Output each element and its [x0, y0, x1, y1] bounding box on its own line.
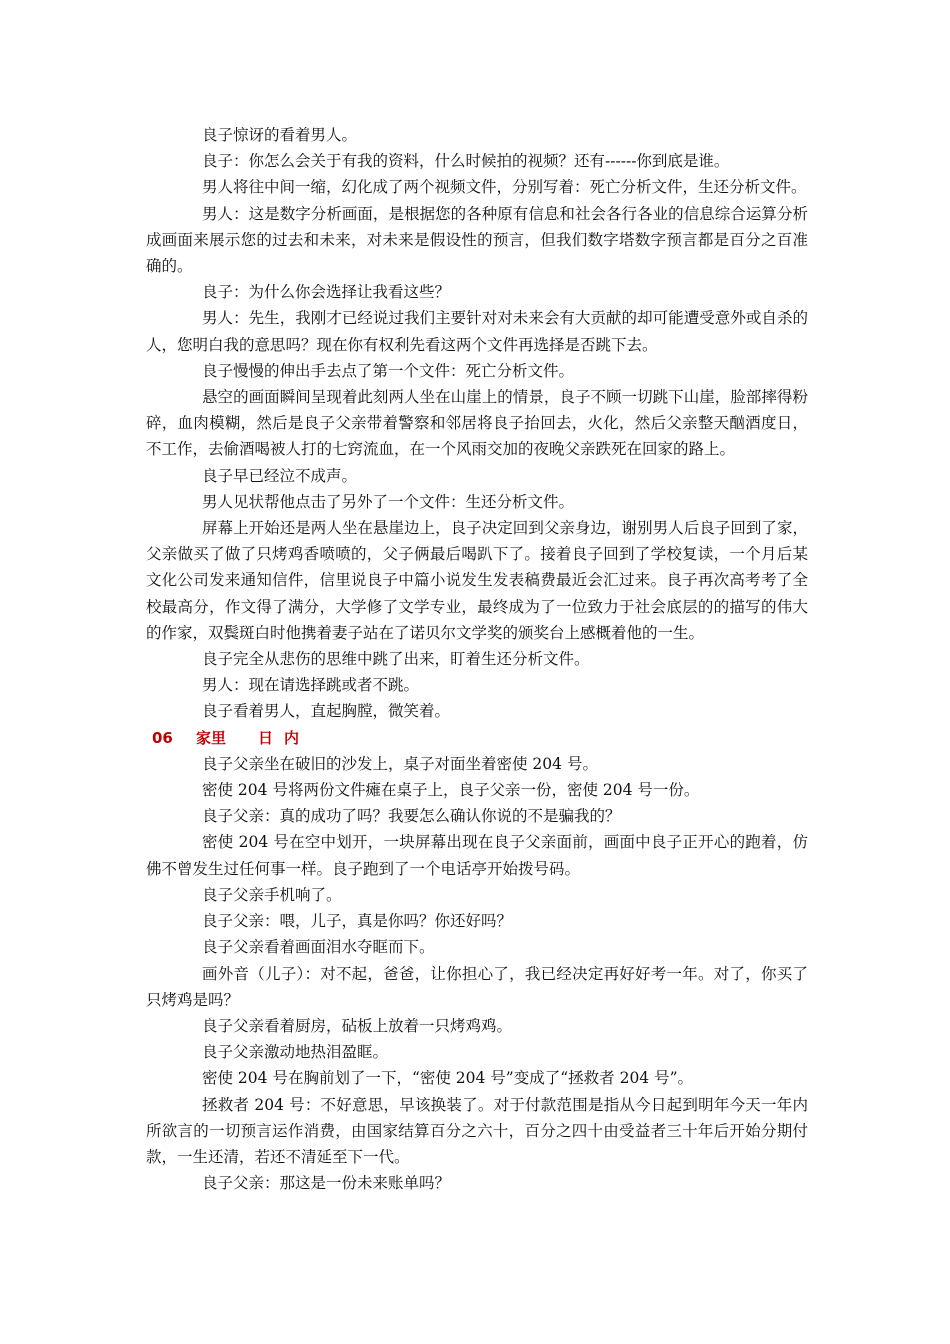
script-paragraph: 屏幕上开始还是两人坐在悬崖边上，良子决定回到父亲身边，谢别男人后良子回到了家，父亲做买了做了只烤鸡香喷喷的，父子俩最后喝趴下了。接着良子回到了学校复读，一个月后某文化公司发来通知信件，信里说良子中篇小说发生发表稿费最近会汇过来。良子再次高考考了全校最高分，作文得了满分，大学修了文学专业，最终成为了一位致力于社会底层的的描写的伟大的作家，双鬓斑白时他携着妻子站在了诺贝尔文学奖的颁奖台上感概着他的一生。: [146, 519, 808, 642]
scene-location: 家里: [196, 728, 227, 747]
script-paragraph: 良子父亲看着厨房，砧板上放着一只烤鸡鸡。: [202, 1016, 513, 1035]
script-paragraph: 良子父亲手机响了。: [202, 885, 342, 904]
script-paragraph: 密使 204 号在空中划开，一块屏幕出现在良子父亲面前，画面中良子正开心的跑着，仿佛不曾发生过任何事一样。良子跑到了一个电话亭开始拨号码。: [146, 833, 808, 878]
script-paragraph: 良子完全从悲伤的思维中跳了出来，盯着生还分析文件。: [202, 650, 590, 669]
script-paragraph: 良子：你怎么会关于有我的资料，什么时候拍的视频？还有------你到底是谁。: [202, 152, 730, 171]
script-paragraph: 良子看着男人，直起胸膛，微笑着。: [202, 702, 451, 721]
scene-number: 06: [152, 728, 173, 747]
document-page: [146, 122, 808, 1196]
script-paragraph: 画外音（儿子）：对不起，爸爸，让你担心了，我已经决定再好好考一年。对了，你买了只烤鸡是吗？: [146, 964, 808, 1009]
script-paragraph: 男人见状帮他点击了另外了一个文件：生还分析文件。: [202, 492, 575, 511]
script-paragraph: 男人：现在请选择跳或者不跳。: [202, 676, 420, 695]
script-paragraph: 悬空的画面瞬间呈现着此刻两人坐在山崖上的情景，良子不顾一切跳下山崖，脸部摔得粉碎，血肉模糊，然后是良子父亲带着警察和邻居将良子抬回去，火化，然后父亲整天酗酒度日，不工作，去偷酒喝被人打的七窍流血，在一个风雨交加的夜晚父亲跌死在回家的路上。: [146, 388, 808, 459]
scene-place: 内: [284, 728, 300, 747]
script-paragraph: 男人：这是数字分析画面，是根据您的各种原有信息和社会各行各业的信息综合运算分析成画面来展示您的过去和未来，对未来是假设性的预言，但我们数字塔数字预言都是百分之百准确的。: [146, 204, 808, 276]
script-paragraph: 密使 204 号在胸前划了一下，“密使 204 号”变成了“拯救者 204 号”。: [202, 1069, 694, 1088]
script-paragraph: 良子父亲：真的成功了吗？我要怎么确认你说的不是骗我的？: [202, 807, 621, 826]
script-paragraph: 良子父亲看着画面泪水夺眶而下。: [202, 938, 435, 957]
script-paragraph: 良子：为什么你会选择让我看这些？: [202, 283, 451, 302]
script-paragraph: 良子父亲坐在破旧的沙发上，桌子对面坐着密使 204 号。: [202, 754, 598, 773]
script-paragraph: 良子父亲激动地热泪盈眶。: [202, 1043, 389, 1062]
script-paragraph: 良子慢慢的伸出手去点了第一个文件：死亡分析文件。: [202, 361, 575, 380]
scene-time: 日: [258, 728, 274, 747]
script-paragraph: 良子父亲：那这是一份未来账单吗？: [202, 1174, 451, 1193]
script-paragraph: 男人将往中间一缩，幻化成了两个视频文件，分别写着：死亡分析文件，生还分析文件。: [202, 178, 807, 197]
scene-heading: [146, 725, 808, 751]
script-paragraph: 拯救者 204 号：不好意思，早该换装了。对于付款范围是指从今日起到明年今天一年内所欲言的一切预言运作消费，由国家结算百分之六十，百分之四十由受益者三十年后开始分期付款，一生还清，若还不清延至下一代。: [146, 1095, 808, 1166]
script-body-after: [146, 751, 808, 1196]
script-paragraph: 良子惊讶的看着男人。: [202, 126, 358, 144]
script-body-before: [146, 122, 808, 725]
script-paragraph: 男人：先生，我刚才已经说过我们主要针对对未来会有大贡献的却可能遭受意外或自杀的人，您明白我的意思吗？现在你有权利先看这两个文件再选择是否跳下去。: [146, 309, 808, 354]
script-paragraph: 良子早已经泣不成声。: [202, 466, 358, 485]
script-paragraph: 密使 204 号将两份文件瘫在桌子上，良子父亲一份，密使 204 号一份。: [202, 781, 700, 800]
script-paragraph: 良子父亲：喂，儿子，真是你吗？你还好吗？: [202, 912, 513, 931]
